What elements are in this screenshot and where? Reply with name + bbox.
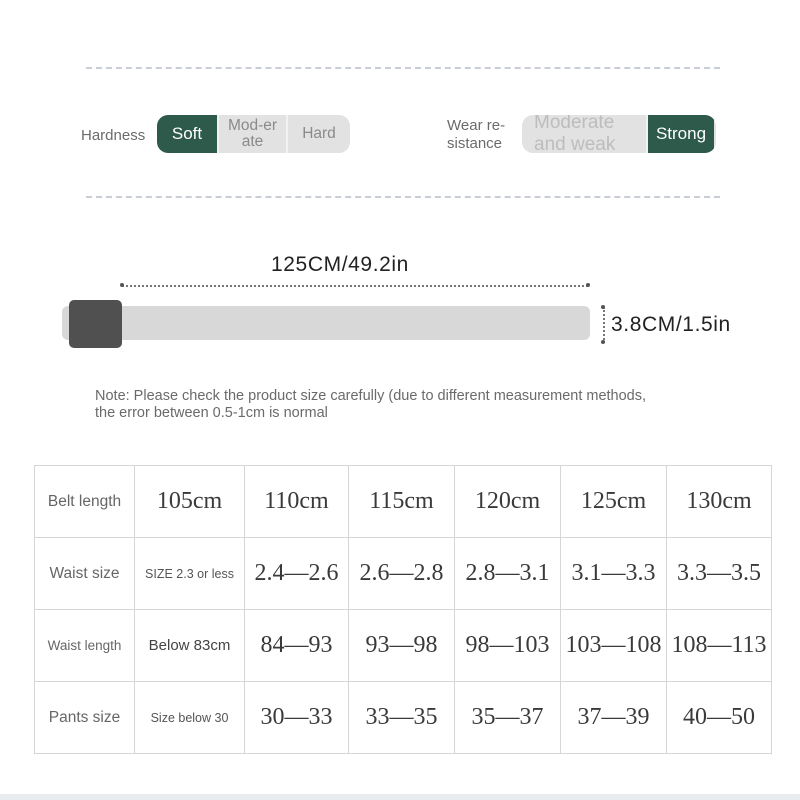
table-cell: 103—108 xyxy=(561,610,667,682)
table-cell: 37—39 xyxy=(561,682,667,754)
hardness-option-soft: Soft xyxy=(157,115,219,153)
table-row-waist-length xyxy=(35,610,772,682)
table-cell: 110cm xyxy=(245,466,349,538)
table-row-pants-size xyxy=(35,682,772,754)
table-cell: 40—50 xyxy=(667,682,772,754)
wear-option-moderate-weak: Moderate and weak xyxy=(522,115,648,153)
width-dimension-line xyxy=(603,307,605,343)
table-row-waist-size xyxy=(35,538,772,610)
belt-width-measure: 3.8CM/1.5in xyxy=(611,313,731,336)
table-cell: 93—98 xyxy=(349,610,455,682)
table-cell: 3.3—3.5 xyxy=(667,538,772,610)
hardness-option-moderate: Mod-erate xyxy=(219,115,288,153)
table-row-belt-length xyxy=(35,466,772,538)
belt-strap xyxy=(62,306,590,340)
table-cell: 3.1—3.3 xyxy=(561,538,667,610)
wear-resistance-scale xyxy=(522,115,716,153)
length-dimension-line xyxy=(122,285,588,287)
belt-buckle xyxy=(69,300,122,348)
width-line-bottom-dot xyxy=(601,340,605,344)
size-note xyxy=(95,388,646,422)
row-header: Belt length xyxy=(35,466,135,538)
size-table xyxy=(34,465,772,754)
table-cell: 2.6—2.8 xyxy=(349,538,455,610)
top-divider xyxy=(86,67,720,69)
hardness-option-hard: Hard xyxy=(302,125,336,142)
row-header: Waist size xyxy=(35,538,135,610)
table-cell: 33—35 xyxy=(349,682,455,754)
size-note-line-2: the error between 0.5-1cm is normal xyxy=(95,405,328,421)
length-line-start-dot xyxy=(120,283,124,287)
table-cell: SIZE 2.3 or less xyxy=(135,538,245,610)
wear-option-strong: Strong xyxy=(648,115,714,153)
table-cell: 105cm xyxy=(135,466,245,538)
belt-length-measure: 125CM/49.2in xyxy=(271,253,409,276)
middle-divider xyxy=(86,196,720,198)
row-header: Waist length xyxy=(35,610,135,682)
bottom-band xyxy=(0,794,800,800)
table-cell: 130cm xyxy=(667,466,772,538)
table-cell: 115cm xyxy=(349,466,455,538)
table-cell: Below 83cm xyxy=(135,610,245,682)
table-cell: 108—113 xyxy=(667,610,772,682)
length-line-end-dot xyxy=(586,283,590,287)
row-header: Pants size xyxy=(35,682,135,754)
table-cell: 120cm xyxy=(455,466,561,538)
table-cell: 125cm xyxy=(561,466,667,538)
table-cell: 98—103 xyxy=(455,610,561,682)
hardness-scale xyxy=(157,115,350,153)
table-cell: Size below 30 xyxy=(135,682,245,754)
width-line-top-dot xyxy=(601,305,605,309)
table-cell: 2.4—2.6 xyxy=(245,538,349,610)
hardness-label: Hardness xyxy=(81,127,146,144)
table-cell: 35—37 xyxy=(455,682,561,754)
size-note-line-1: Note: Please check the product size carefully (due to different measurement methods, xyxy=(95,388,647,404)
table-cell: 84—93 xyxy=(245,610,349,682)
table-cell: 30—33 xyxy=(245,682,349,754)
table-cell: 2.8—3.1 xyxy=(455,538,561,610)
wear-resistance-label: Wear re-sistance xyxy=(447,117,506,152)
